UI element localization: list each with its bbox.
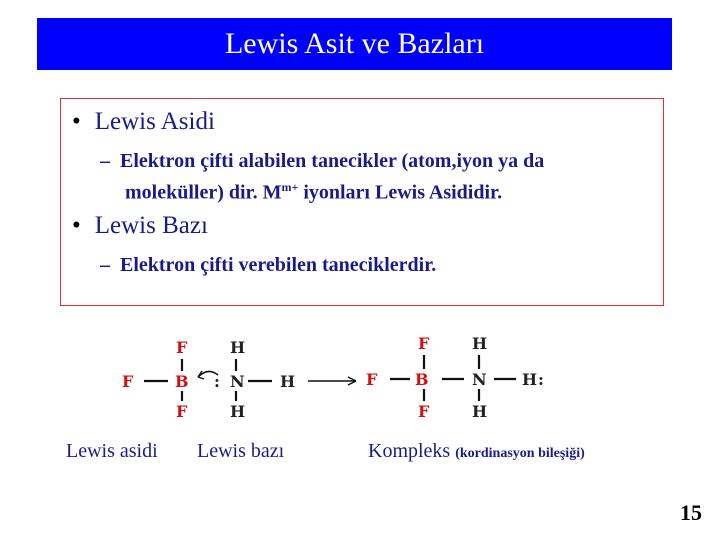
atom-h-top: H: [230, 338, 246, 357]
lone-pair: :: [214, 372, 220, 391]
caption-complex: [368, 440, 585, 463]
sub-line1: Elektron çifti verebilen taneciklerdir.: [120, 254, 437, 276]
sub-line2-a: moleküller) dir. M: [125, 181, 282, 204]
atom-f-bottom: F: [176, 402, 188, 421]
atom-f-left: F: [122, 372, 134, 391]
bullet-lewis-acid: [72, 108, 215, 136]
slide-title-bar: [37, 18, 672, 70]
bullet-label: Lewis Bazı: [94, 212, 208, 239]
bullet-label: Lewis Asidi: [94, 108, 215, 135]
atom-h-bottom: H: [472, 402, 488, 421]
sub-dash: –: [100, 254, 110, 276]
bullet-dot: •: [72, 108, 81, 135]
trailing-dots: :: [538, 370, 544, 389]
atom-n: N: [230, 372, 245, 391]
atom-f-left: F: [366, 370, 378, 389]
caption-complex-note: (kordinasyon bileşiği): [455, 446, 585, 461]
sub-dash: –: [100, 150, 110, 172]
atom-h-bottom: H: [230, 402, 246, 421]
sub-line2-b: iyonları Lewis Asididir.: [298, 181, 503, 204]
atom-f-top: F: [418, 334, 430, 353]
sub-base-definition: [100, 252, 436, 278]
caption-acid: Lewis asidi: [66, 440, 158, 462]
bullet-lewis-base: [72, 212, 208, 240]
caption-complex-label: Kompleks: [368, 440, 451, 462]
caption-base: Lewis bazı: [197, 440, 285, 462]
atom-f-bottom: F: [418, 402, 430, 421]
reaction-diagram: [110, 325, 570, 425]
atom-h-right: H: [522, 370, 538, 389]
slide-title: Lewis Asit ve Bazları: [224, 27, 485, 60]
atom-f-top: F: [176, 338, 188, 357]
atom-b: B: [415, 370, 429, 389]
page-number: 15: [680, 500, 702, 525]
sub-line2-sup: m+: [281, 180, 299, 194]
atom-b: B: [175, 372, 189, 391]
bullet-dot: •: [72, 212, 81, 239]
atom-h-top: H: [472, 334, 488, 353]
sub-line1: Elektron çifti alabilen tanecikler (atom,iyon ya da: [120, 150, 545, 172]
sub-acid-definition: [100, 148, 544, 206]
atom-n: N: [472, 370, 487, 389]
atom-h-right: H: [280, 372, 296, 391]
